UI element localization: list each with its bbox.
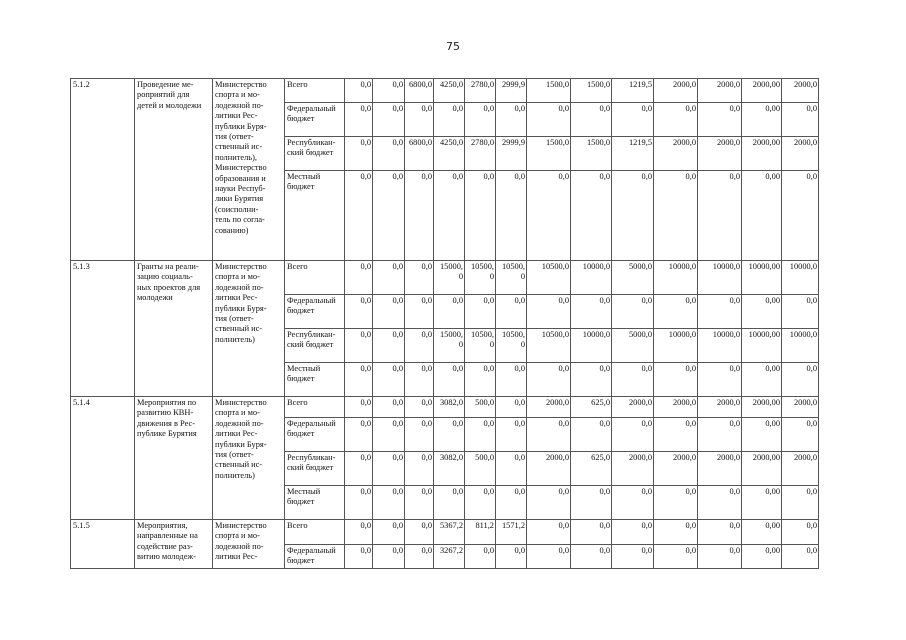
value-cell: 3267,2 <box>434 545 465 569</box>
value-cell: 0,0 <box>405 103 434 137</box>
value-cell: 0,0 <box>496 397 527 418</box>
value-cell: 2000,0 <box>782 397 819 418</box>
value-cell: 0,0 <box>527 171 571 261</box>
value-cell: 500,0 <box>465 397 496 418</box>
value-cell: 0,0 <box>698 171 742 261</box>
value-cell: 0,0 <box>373 295 405 329</box>
value-cell: 0,0 <box>698 103 742 137</box>
value-cell: 0,0 <box>612 520 654 545</box>
value-cell: 0,0 <box>345 452 373 486</box>
value-cell: 0,0 <box>405 520 434 545</box>
funding-source: Всего <box>285 397 345 418</box>
funding-source: Местный бюджет <box>285 486 345 520</box>
value-cell: 0,0 <box>465 171 496 261</box>
value-cell: 0,0 <box>527 486 571 520</box>
value-cell: 2000,0 <box>527 397 571 418</box>
value-cell: 0,0 <box>345 79 373 103</box>
value-cell: 0,0 <box>612 103 654 137</box>
value-cell: 0,0 <box>405 452 434 486</box>
value-cell: 2000,00 <box>742 137 782 171</box>
value-cell: 0,0 <box>405 545 434 569</box>
value-cell: 0,0 <box>345 329 373 363</box>
value-cell: 0,0 <box>782 520 819 545</box>
value-cell: 0,00 <box>742 545 782 569</box>
value-cell: 15000, 0 <box>434 261 465 295</box>
value-cell: 0,0 <box>571 171 612 261</box>
value-cell: 0,0 <box>782 363 819 397</box>
value-cell: 0,0 <box>571 363 612 397</box>
value-cell: 0,0 <box>373 452 405 486</box>
value-cell: 2000,0 <box>654 452 698 486</box>
value-cell: 0,0 <box>373 545 405 569</box>
value-cell: 2000,0 <box>782 137 819 171</box>
value-cell: 0,0 <box>782 171 819 261</box>
value-cell: 0,0 <box>654 363 698 397</box>
value-cell: 0,00 <box>742 520 782 545</box>
value-cell: 2000,0 <box>527 452 571 486</box>
value-cell: 10000,00 <box>742 329 782 363</box>
value-cell: 1219,5 <box>612 137 654 171</box>
value-cell: 3082,0 <box>434 452 465 486</box>
value-cell: 6800,0 <box>405 79 434 103</box>
page-number: 75 <box>446 40 460 53</box>
funding-source: Всего <box>285 520 345 545</box>
value-cell: 0,00 <box>742 363 782 397</box>
value-cell: 0,0 <box>654 103 698 137</box>
value-cell: 10500, 0 <box>496 261 527 295</box>
value-cell: 0,0 <box>496 545 527 569</box>
item-code: 5.1.4 <box>71 397 135 520</box>
value-cell: 2000,0 <box>782 452 819 486</box>
value-cell: 0,0 <box>373 418 405 452</box>
value-cell: 500,0 <box>465 452 496 486</box>
value-cell: 0,0 <box>782 103 819 137</box>
funding-source: Республикан- ский бюджет <box>285 137 345 171</box>
funding-source: Федеральный бюджет <box>285 103 345 137</box>
value-cell: 0,0 <box>654 520 698 545</box>
value-cell: 0,0 <box>612 363 654 397</box>
value-cell: 0,0 <box>405 171 434 261</box>
item-name: Мероприятия по развитию КВН- движения в Рес- публике Бурятия <box>135 397 213 520</box>
value-cell: 2999,9 <box>496 79 527 103</box>
value-cell: 10000,0 <box>571 329 612 363</box>
value-cell: 0,0 <box>496 486 527 520</box>
value-cell: 2000,0 <box>698 137 742 171</box>
value-cell: 0,0 <box>465 363 496 397</box>
value-cell: 0,0 <box>434 486 465 520</box>
funding-source: Республикан- ский бюджет <box>285 329 345 363</box>
value-cell: 0,0 <box>527 418 571 452</box>
value-cell: 0,0 <box>345 103 373 137</box>
value-cell: 10000,0 <box>782 261 819 295</box>
value-cell: 10000,0 <box>782 329 819 363</box>
value-cell: 10000,0 <box>654 329 698 363</box>
value-cell: 0,0 <box>373 329 405 363</box>
value-cell: 0,0 <box>373 79 405 103</box>
value-cell: 1219,5 <box>612 79 654 103</box>
value-cell: 0,0 <box>496 295 527 329</box>
value-cell: 0,0 <box>373 363 405 397</box>
value-cell: 2000,0 <box>612 397 654 418</box>
value-cell: 0,0 <box>465 418 496 452</box>
value-cell: 0,0 <box>373 486 405 520</box>
value-cell: 0,0 <box>373 261 405 295</box>
value-cell: 0,0 <box>571 520 612 545</box>
funding-source: Федеральный бюджет <box>285 418 345 452</box>
value-cell: 0,0 <box>782 545 819 569</box>
item-executor: Министерство спорта и мо- лодежной по- литики Рес- публики Буря- тия (ответ- ственный ис- полнитель) <box>213 261 285 397</box>
value-cell: 2000,0 <box>698 452 742 486</box>
item-code: 5.1.3 <box>71 261 135 397</box>
value-cell: 0,0 <box>612 545 654 569</box>
value-cell: 0,0 <box>527 520 571 545</box>
value-cell: 0,0 <box>698 295 742 329</box>
value-cell: 0,0 <box>782 295 819 329</box>
value-cell: 1500,0 <box>527 79 571 103</box>
value-cell: 6800,0 <box>405 137 434 171</box>
value-cell: 0,0 <box>465 103 496 137</box>
item-name: Мероприятия, направленные на содействие раз- витию молодеж- <box>135 520 213 569</box>
value-cell: 1500,0 <box>527 137 571 171</box>
item-name: Проведение ме- роприятий для детей и молодежи <box>135 79 213 261</box>
value-cell: 0,0 <box>405 295 434 329</box>
value-cell: 0,0 <box>465 486 496 520</box>
value-cell: 0,0 <box>496 418 527 452</box>
value-cell: 0,0 <box>612 295 654 329</box>
value-cell: 0,0 <box>405 329 434 363</box>
value-cell: 0,0 <box>612 171 654 261</box>
value-cell: 0,0 <box>654 486 698 520</box>
value-cell: 811,2 <box>465 520 496 545</box>
value-cell: 0,0 <box>373 520 405 545</box>
value-cell: 0,0 <box>373 137 405 171</box>
value-cell: 10500,0 <box>527 261 571 295</box>
value-cell: 0,0 <box>698 520 742 545</box>
value-cell: 2000,00 <box>742 452 782 486</box>
value-cell: 0,0 <box>496 171 527 261</box>
value-cell: 0,0 <box>465 545 496 569</box>
value-cell: 0,0 <box>496 363 527 397</box>
value-cell: 0,0 <box>698 363 742 397</box>
budget-table <box>70 78 819 569</box>
table-row <box>71 79 819 103</box>
value-cell: 0,0 <box>345 137 373 171</box>
value-cell: 2000,0 <box>654 79 698 103</box>
value-cell: 10500, 0 <box>465 329 496 363</box>
value-cell: 0,0 <box>434 418 465 452</box>
value-cell: 0,0 <box>405 486 434 520</box>
value-cell: 0,00 <box>742 171 782 261</box>
value-cell: 10000,0 <box>654 261 698 295</box>
value-cell: 0,0 <box>434 363 465 397</box>
value-cell: 0,0 <box>345 295 373 329</box>
value-cell: 10000,0 <box>571 261 612 295</box>
value-cell: 0,0 <box>405 397 434 418</box>
value-cell: 0,0 <box>373 103 405 137</box>
value-cell: 0,0 <box>345 397 373 418</box>
value-cell: 10500, 0 <box>465 261 496 295</box>
value-cell: 0,0 <box>373 397 405 418</box>
value-cell: 4250,0 <box>434 137 465 171</box>
value-cell: 0,0 <box>434 171 465 261</box>
table-row <box>71 397 819 418</box>
value-cell: 0,0 <box>373 171 405 261</box>
funding-source: Федеральный бюджет <box>285 295 345 329</box>
value-cell: 0,0 <box>782 418 819 452</box>
value-cell: 2780,0 <box>465 137 496 171</box>
item-name: Гранты на реали- зацию социаль- ных проектов для молодежи <box>135 261 213 397</box>
value-cell: 0,0 <box>345 545 373 569</box>
value-cell: 2000,0 <box>654 397 698 418</box>
value-cell: 0,00 <box>742 295 782 329</box>
value-cell: 10500, 0 <box>496 329 527 363</box>
table-row <box>71 520 819 545</box>
value-cell: 625,0 <box>571 397 612 418</box>
value-cell: 0,0 <box>434 103 465 137</box>
value-cell: 2000,0 <box>698 397 742 418</box>
value-cell: 0,0 <box>434 295 465 329</box>
funding-source: Местный бюджет <box>285 171 345 261</box>
value-cell: 2000,0 <box>782 79 819 103</box>
value-cell: 10000,00 <box>742 261 782 295</box>
value-cell: 0,0 <box>654 171 698 261</box>
value-cell: 0,0 <box>345 486 373 520</box>
item-executor: Министерство спорта и мо- лодежной по- литики Рес- публики Буря- тия (ответ- ственный ис- полнитель) <box>213 397 285 520</box>
value-cell: 0,0 <box>527 363 571 397</box>
value-cell: 0,0 <box>345 520 373 545</box>
value-cell: 0,0 <box>698 418 742 452</box>
value-cell: 5000,0 <box>612 261 654 295</box>
funding-source: Республикан- ский бюджет <box>285 452 345 486</box>
value-cell: 10500,0 <box>527 329 571 363</box>
value-cell: 10000,0 <box>698 329 742 363</box>
value-cell: 0,0 <box>465 295 496 329</box>
funding-source: Местный бюджет <box>285 363 345 397</box>
value-cell: 0,0 <box>612 418 654 452</box>
item-code: 5.1.2 <box>71 79 135 261</box>
value-cell: 0,0 <box>698 545 742 569</box>
value-cell: 3082,0 <box>434 397 465 418</box>
value-cell: 2999,9 <box>496 137 527 171</box>
value-cell: 0,0 <box>345 171 373 261</box>
item-code: 5.1.5 <box>71 520 135 569</box>
value-cell: 0,0 <box>698 486 742 520</box>
value-cell: 0,0 <box>654 418 698 452</box>
value-cell: 2780,0 <box>465 79 496 103</box>
item-executor: Министерство спорта и мо- лодежной по- литики Рес- публики Буря- тия (ответ- ственный ис- полнитель), Министерство образования и науки Респуб- лики Бурятия (соисполни- тель по согла- сованию) <box>213 79 285 261</box>
value-cell: 2000,00 <box>742 397 782 418</box>
value-cell: 10000,0 <box>698 261 742 295</box>
value-cell: 0,00 <box>742 486 782 520</box>
value-cell: 2000,0 <box>698 79 742 103</box>
value-cell: 0,0 <box>612 486 654 520</box>
value-cell: 0,0 <box>527 295 571 329</box>
item-executor: Министерство спорта и мо- лодежной по- литики Рес- <box>213 520 285 569</box>
funding-source: Всего <box>285 261 345 295</box>
value-cell: 2000,0 <box>612 452 654 486</box>
value-cell: 0,0 <box>571 545 612 569</box>
value-cell: 2000,0 <box>654 137 698 171</box>
value-cell: 0,0 <box>345 261 373 295</box>
value-cell: 0,0 <box>405 261 434 295</box>
value-cell: 0,0 <box>496 452 527 486</box>
value-cell: 0,0 <box>571 103 612 137</box>
value-cell: 4250,0 <box>434 79 465 103</box>
table-row <box>71 261 819 295</box>
value-cell: 0,0 <box>527 103 571 137</box>
funding-source: Федеральный бюджет <box>285 545 345 569</box>
value-cell: 0,0 <box>527 545 571 569</box>
value-cell: 0,0 <box>654 295 698 329</box>
value-cell: 15000, 0 <box>434 329 465 363</box>
value-cell: 0,0 <box>405 363 434 397</box>
value-cell: 0,0 <box>654 545 698 569</box>
value-cell: 2000,00 <box>742 79 782 103</box>
value-cell: 1500,0 <box>571 137 612 171</box>
funding-source: Всего <box>285 79 345 103</box>
value-cell: 5000,0 <box>612 329 654 363</box>
value-cell: 0,0 <box>782 486 819 520</box>
value-cell: 1500,0 <box>571 79 612 103</box>
value-cell: 625,0 <box>571 452 612 486</box>
value-cell: 0,0 <box>571 486 612 520</box>
value-cell: 5367,2 <box>434 520 465 545</box>
value-cell: 0,00 <box>742 418 782 452</box>
value-cell: 0,0 <box>571 418 612 452</box>
value-cell: 0,0 <box>571 295 612 329</box>
value-cell: 0,0 <box>496 103 527 137</box>
value-cell: 0,0 <box>405 418 434 452</box>
value-cell: 1571,2 <box>496 520 527 545</box>
value-cell: 0,0 <box>345 363 373 397</box>
value-cell: 0,00 <box>742 103 782 137</box>
value-cell: 0,0 <box>345 418 373 452</box>
